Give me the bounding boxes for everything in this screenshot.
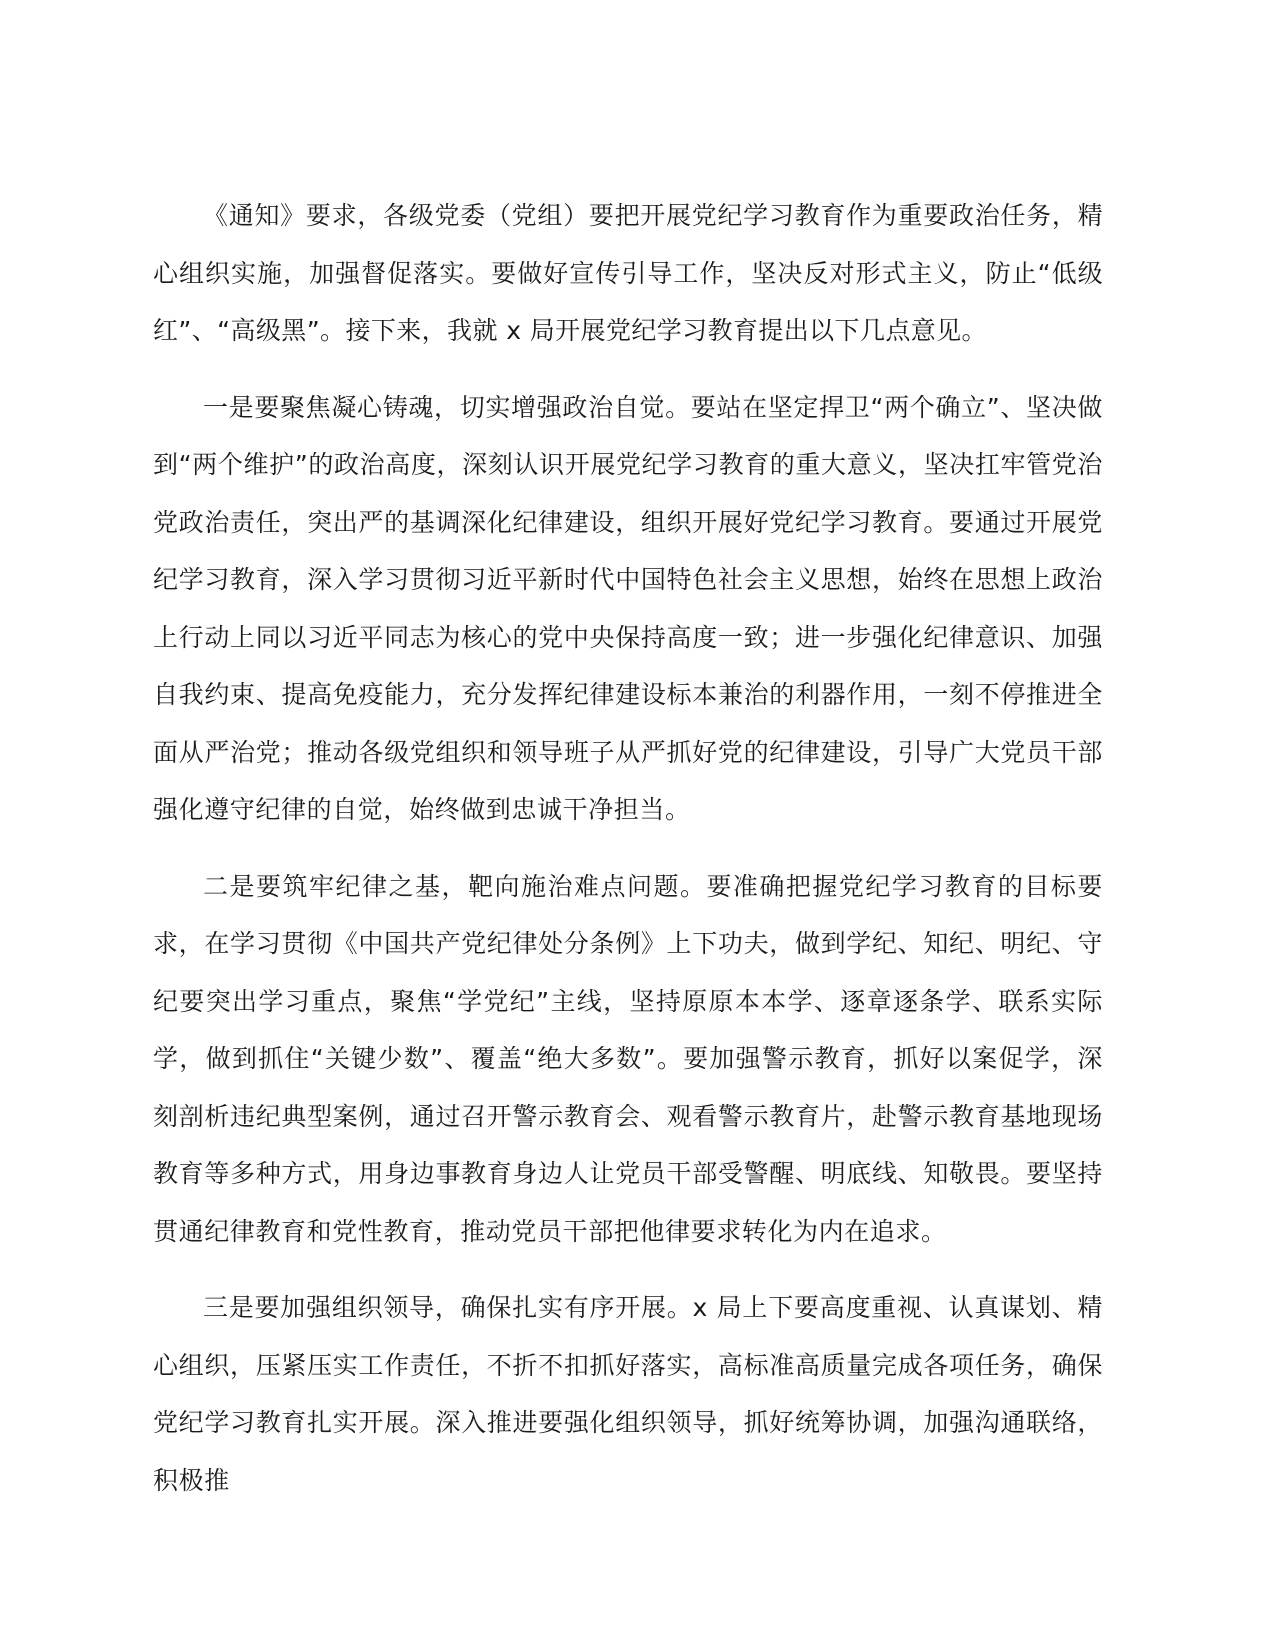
paragraph-intro: 《通知》要求，各级党委（党组）要把开展党纪学习教育作为重要政治任务，精心组织实施，加强督促落实。要做好宣传引导工作，坚决反对形式主义，防止“低级红”、“高级黑”。接下来，我就 x 局开展党纪学习教育提出以下几点意见。: [153, 201, 1103, 345]
paragraph-point-three: 三是要加强组织领导，确保扎实有序开展。x 局上下要高度重视、认真谋划、精心组织，压紧压实工作责任，不折不扣抓好落实，高标准高质量完成各项任务，确保党纪学习教育扎实开展。深入推进要强化组织领导，抓好统筹协调，加强沟通联络，积极推: [153, 1293, 1103, 1495]
paragraph-point-one: 一是要聚焦凝心铸魂，切实增强政治自觉。要站在坚定捍卫“两个确立”、坚决做到“两个维护”的政治高度，深刻认识开展党纪学习教育的重大意义，坚决扛牢管党治党政治责任，突出严的基调深化纪律建设，组织开展好党纪学习教育。要通过开展党纪学习教育，深入学习贯彻习近平新时代中国特色社会主义思想，始终在思想上政治上行动上同以习近平同志为核心的党中央保持高度一致；进一步强化纪律意识、加强自我约束、提高免疫能力，充分发挥纪律建设标本兼治的利器作用，一刻不停推进全面从严治党；推动各级党组织和领导班子从严抓好党的纪律建设，引导广大党员干部强化遵守纪律的自觉，始终做到忠诚干净担当。: [153, 392, 1103, 824]
paragraph-point-two: 二是要筑牢纪律之基，靶向施治难点问题。要准确把握党纪学习教育的目标要求，在学习贯彻《中国共产党纪律处分条例》上下功夫，做到学纪、知纪、明纪、守纪要突出学习重点，聚焦“学党纪”主线，坚持原原本本学、逐章逐条学、联系实际学，做到抓住“关键少数”、覆盖“绝大多数”。要加强警示教育，抓好以案促学，深刻剖析违纪典型案例，通过召开警示教育会、观看警示教育片，赴警示教育基地现场教育等多种方式，用身边事教育身边人让党员干部受警醒、明底线、知敬畏。要坚持贯通纪律教育和党性教育，推动党员干部把他律要求转化为内在追求。: [153, 871, 1103, 1246]
document-body: [153, 187, 1103, 1528]
